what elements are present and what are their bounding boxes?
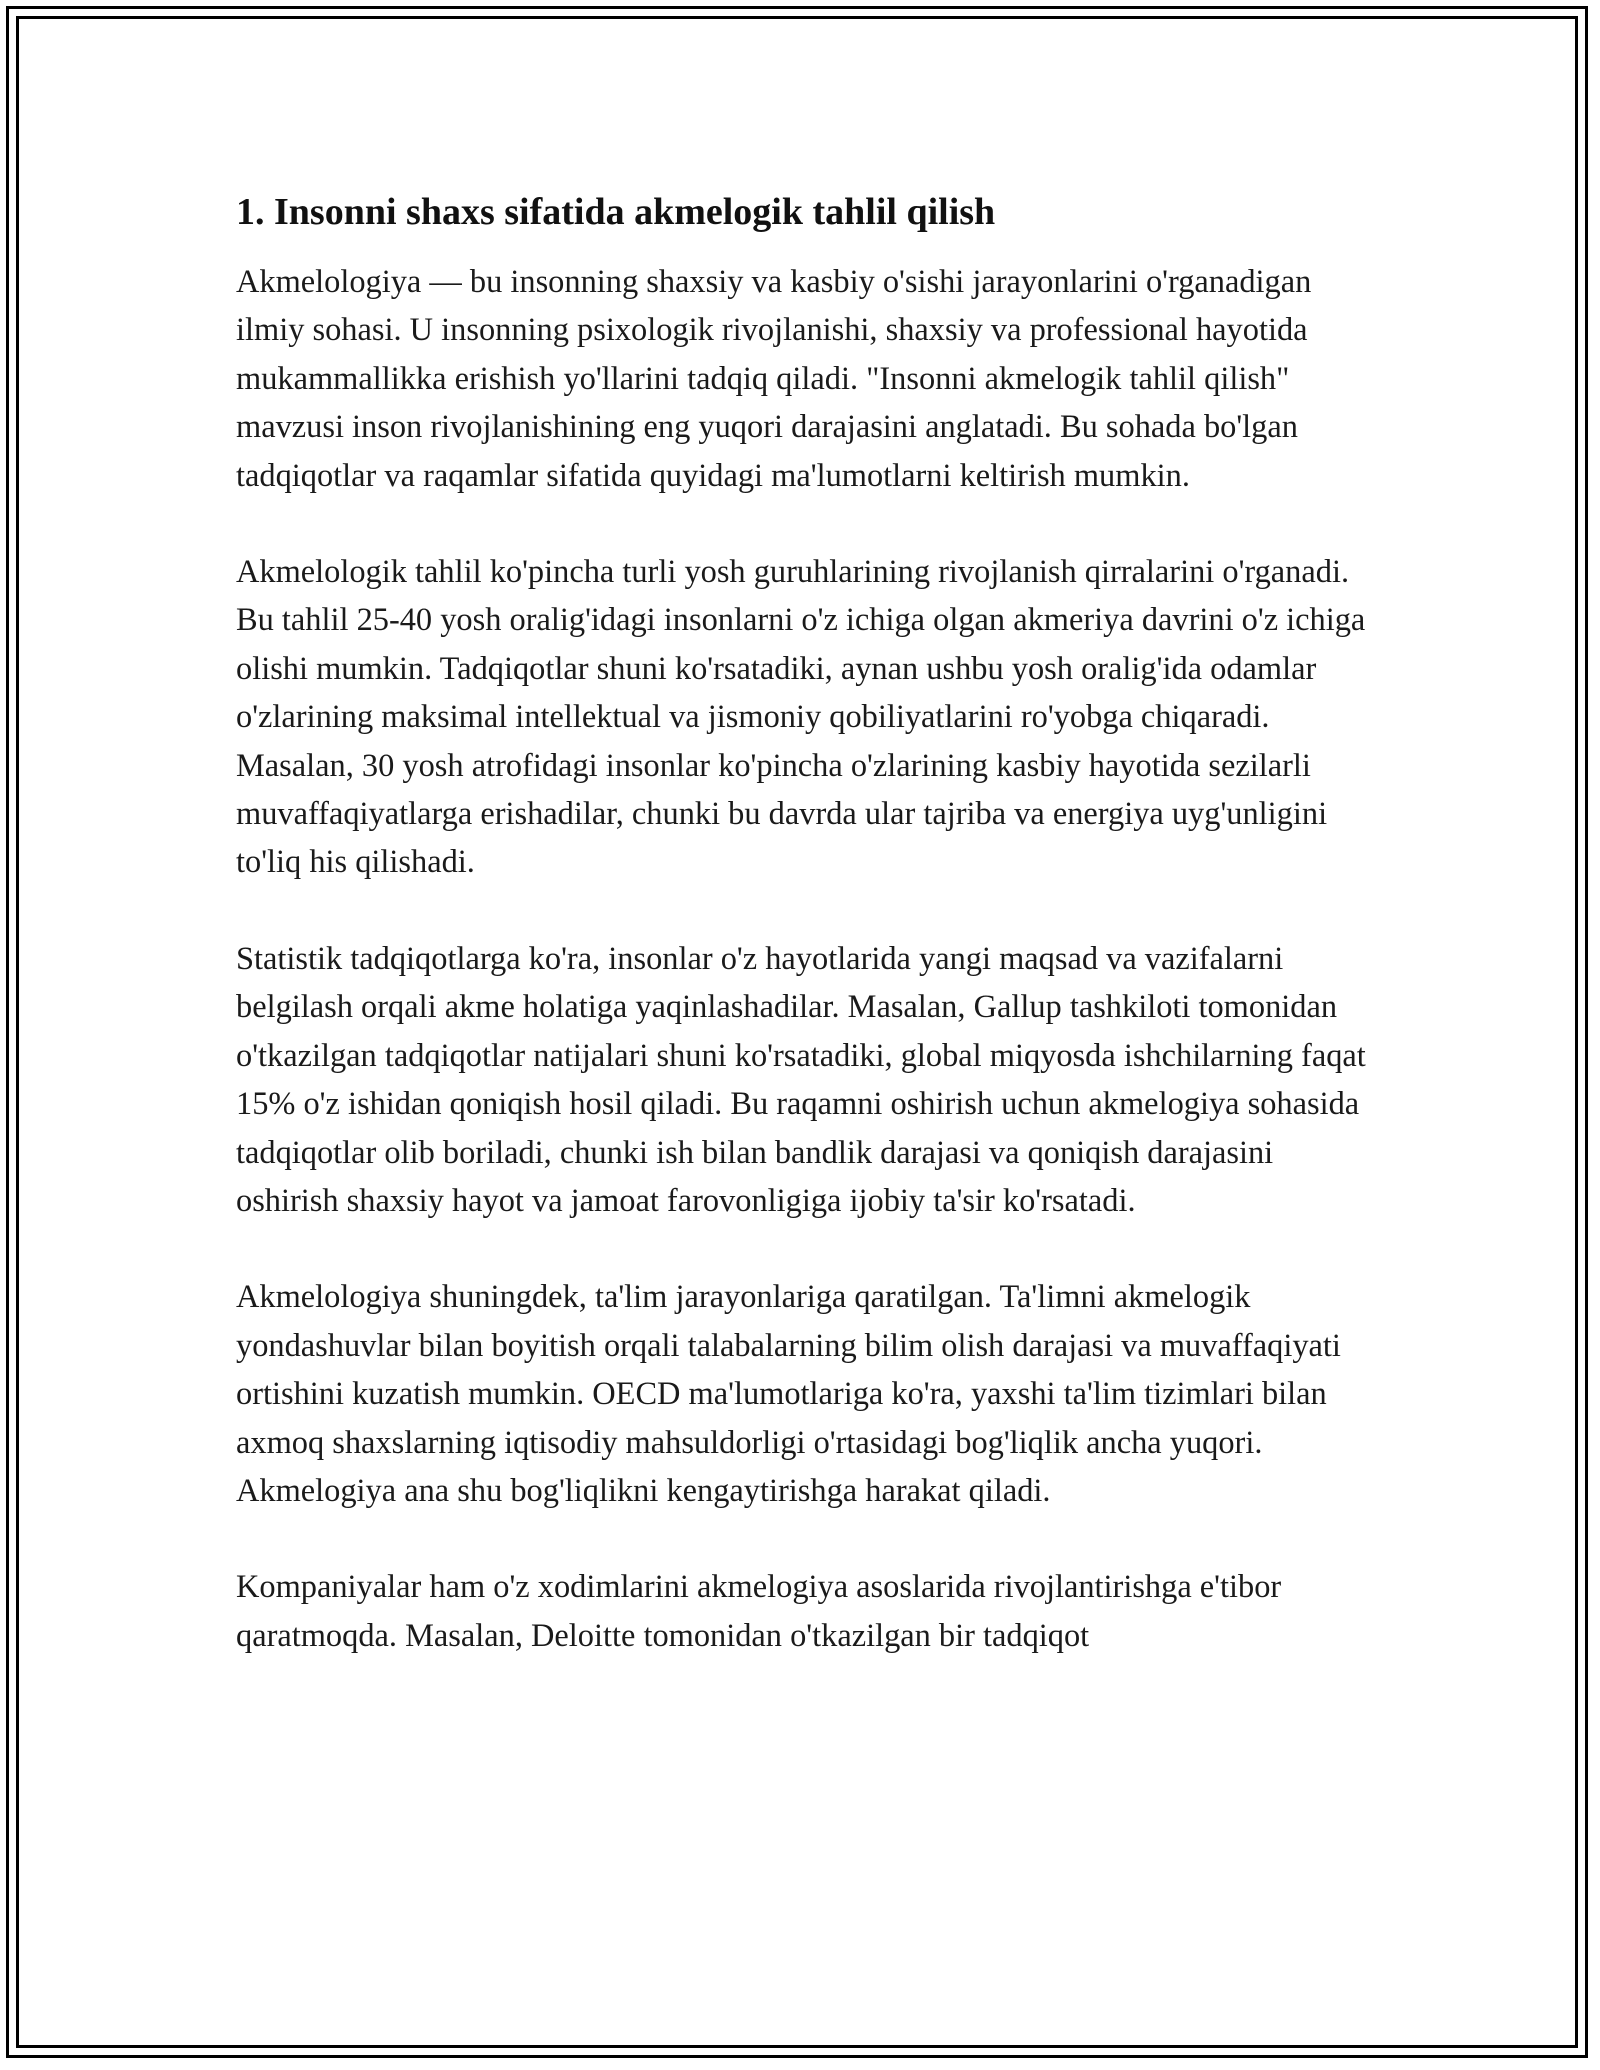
- section-heading: 1. Insonni shaxs sifatida akmelogik tahlil qilish: [236, 191, 996, 233]
- paragraph-4: Akmelologiya shuningdek, ta'lim jarayonlariga qaratilgan. Ta'limni akmelogik yondashuvlar bilan boyitish orqali talabalarning bilim olish darajasi va muvaffaqiyati ortishini kuzatish mumkin. OECD ma'lumotlariga ko'ra, yaxshi ta'lim tizimlari bilan axmoq shaxslarning iqtisodiy mahsuldorligi o'rtasidagi bog'liqlik ancha yuqori. Akmelogiya ana shu bog'liqlikni kengaytirishga harakat qiladi.: [236, 1279, 1341, 1509]
- document-body: [236, 186, 1366, 1708]
- paragraph-3: Statistik tadqiqotlarga ko'ra, insonlar o'z hayotlarida yangi maqsad va vazifalarni belgilash orqali akme holatiga yaqinlashadilar. Masalan, Gallup tashkiloti tomonidan o'tkazilgan tadqiqotlar natijalari shuni ko'rsatadiki, global miqyosda ishchilarning faqat 15% o'z ishidan qoniqish hosil qiladi. Bu raqamni oshirish uchun akmelogiya sohasida tadqiqotlar olib boriladi, chunki ish bilan bandlik darajasi va qoniqish darajasini oshirish shaxsiy hayot va jamoat farovonligiga ijobiy ta'sir ko'rsatadi.: [236, 940, 1366, 1219]
- paragraph-1: Akmelologiya — bu insonning shaxsiy va kasbiy o'sishi jarayonlarini o'rganadigan ilmiy sohasi. U insonning psixologik rivojlanishi, shaxsiy va professional hayotida mukammallikka erishish yo'llarini tadqiq qiladi. "Insonni akmelogik tahlil qilish" mavzusi inson rivojlanishining eng yuqori darajasini anglatadi. Bu sohada bo'lgan tadqiqotlar va raqamlar sifatida quyidagi ma'lumotlarni keltirish mumkin.: [236, 264, 1312, 494]
- paragraph-5: Kompaniyalar ham o'z xodimlarini akmelogiya asoslarida rivojlantirishga e'tibor qaratmoqda. Masalan, Deloitte tomonidan o'tkazilgan bir tadqiqot: [236, 1569, 1282, 1654]
- paragraph-2: Akmelologik tahlil ko'pincha turli yosh guruhlarining rivojlanish qirralarini o'rganadi. Bu tahlil 25-40 yosh oralig'idagi insonlarni o'z ichiga olgan akmeriya davrini o'z ichiga olishi mumkin. Tadqiqotlar shuni ko'rsatadiki, aynan ushbu yosh oralig'ida odamlar o'zlarining maksimal intellektual va jismoniy qobiliyatlarini ro'yobga chiqaradi. Masalan, 30 yosh atrofidagi insonlar ko'pincha o'zlarining kasbiy hayotida sezilarli muvaffaqiyatlarga erishadilar, chunki bu davrda ular tajriba va energiya uyg'unligini to'liq his qilishadi.: [236, 554, 1366, 881]
